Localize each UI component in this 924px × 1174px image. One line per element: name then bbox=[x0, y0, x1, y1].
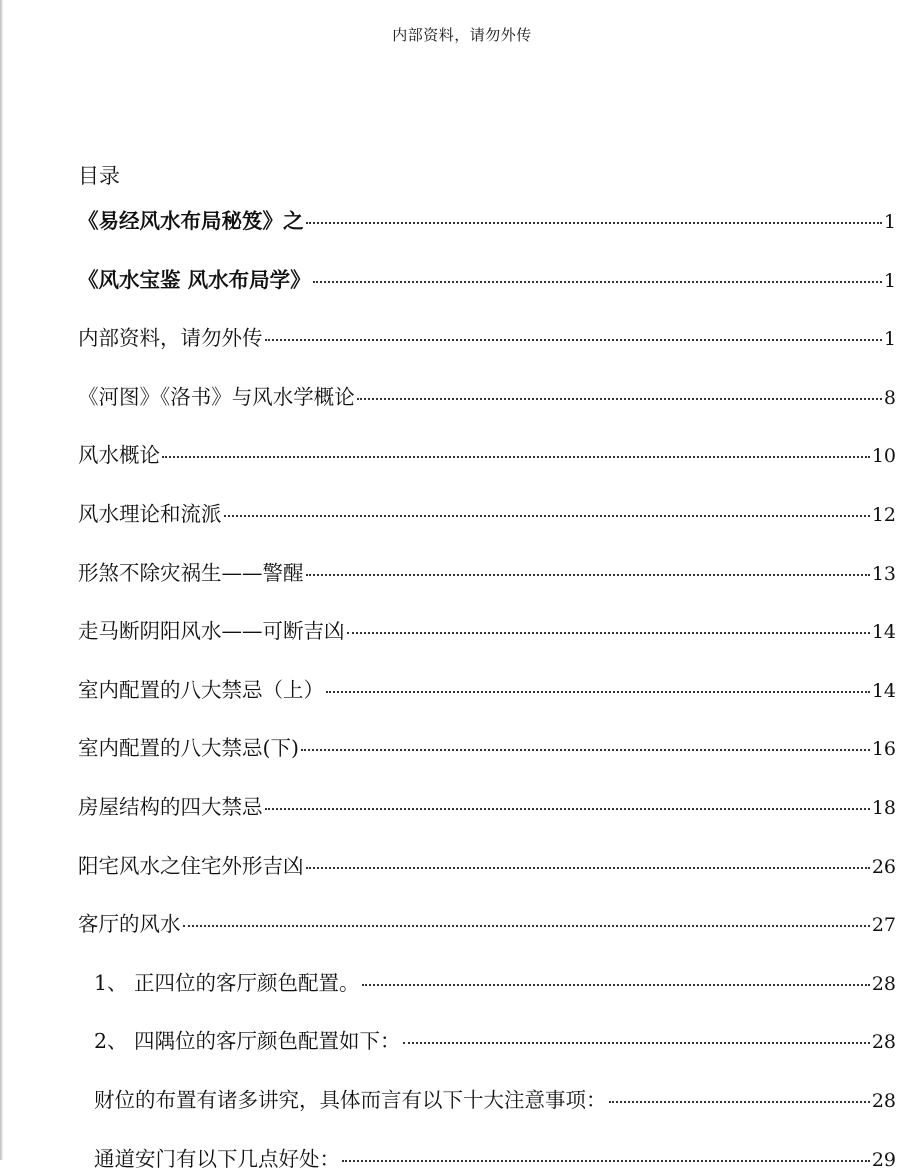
toc-entry[interactable] bbox=[78, 617, 896, 645]
toc-entry[interactable] bbox=[78, 441, 896, 469]
toc-entry-title: 通道安门有以下几点好处： bbox=[94, 1146, 340, 1171]
toc-entry-page: 28 bbox=[871, 972, 896, 995]
toc-entry-title: 《河图》《洛书》与风水学概论 bbox=[78, 384, 355, 409]
toc-entry-title: 2、 四隅位的客厅颜色配置如下： bbox=[94, 1029, 401, 1054]
scan-edge bbox=[0, 0, 3, 1160]
dot-leader bbox=[183, 925, 870, 927]
toc-heading: 目录 bbox=[78, 164, 120, 188]
dot-leader bbox=[347, 632, 870, 634]
toc-entry-page: 28 bbox=[871, 1031, 896, 1054]
toc-entry-page: 8 bbox=[883, 386, 896, 409]
toc-entry-title: 室内配置的八大禁忌（上） bbox=[78, 677, 324, 702]
toc-entry-page: 27 bbox=[871, 914, 896, 937]
dot-leader bbox=[265, 339, 882, 341]
toc-entry[interactable] bbox=[78, 676, 896, 704]
dot-leader bbox=[403, 1042, 870, 1044]
toc-entry-title: 房屋结构的四大禁忌 bbox=[78, 795, 263, 819]
dot-leader bbox=[362, 984, 870, 986]
toc-entry[interactable] bbox=[78, 910, 896, 938]
toc-entry[interactable] bbox=[78, 207, 896, 235]
toc-entry-page: 12 bbox=[871, 504, 896, 526]
dot-leader bbox=[357, 398, 882, 400]
toc-entry-title: 风水理论和流派 bbox=[78, 502, 222, 526]
toc-entry-page: 18 bbox=[871, 797, 896, 819]
toc-entry-page: 1 bbox=[883, 269, 896, 292]
toc-entry-title: 室内配置的八大禁忌(下) bbox=[78, 736, 299, 761]
toc-entry-page: 16 bbox=[871, 738, 896, 761]
dot-leader bbox=[609, 1101, 870, 1103]
toc-entry-title: 《风水宝鉴 风水布局学》 bbox=[78, 267, 311, 292]
toc-entry[interactable] bbox=[78, 734, 896, 762]
dot-leader bbox=[224, 515, 870, 517]
dot-leader bbox=[306, 222, 882, 224]
dot-leader bbox=[306, 574, 870, 576]
toc-entry-page: 14 bbox=[871, 679, 896, 702]
dot-leader bbox=[313, 281, 882, 283]
toc-entry-page: 28 bbox=[871, 1090, 896, 1112]
toc-entry-title: 1、 正四位的客厅颜色配置。 bbox=[94, 970, 360, 995]
toc-entry-page: 29 bbox=[871, 1148, 896, 1171]
dot-leader bbox=[301, 749, 870, 751]
toc-entry-page: 14 bbox=[871, 621, 896, 644]
toc-entry[interactable] bbox=[78, 559, 896, 587]
toc-entry[interactable] bbox=[78, 500, 896, 528]
toc-entry-page: 10 bbox=[871, 445, 896, 468]
toc-entry[interactable] bbox=[78, 383, 896, 411]
toc-entry[interactable] bbox=[78, 324, 896, 352]
toc-entry[interactable] bbox=[94, 969, 896, 997]
toc-entry[interactable] bbox=[78, 852, 896, 880]
dot-leader bbox=[306, 867, 870, 869]
toc-entry-page: 1 bbox=[883, 211, 896, 233]
toc-entry-title: 风水概论 bbox=[78, 443, 160, 468]
dot-leader bbox=[162, 456, 870, 458]
toc-entry-title: 阳宅风水之住宅外形吉凶 bbox=[78, 853, 304, 878]
toc-entry[interactable] bbox=[78, 266, 896, 294]
dot-leader bbox=[265, 808, 870, 810]
toc-entry-title: 客厅的风水 bbox=[78, 912, 181, 937]
dot-leader bbox=[326, 691, 870, 693]
toc-entry[interactable] bbox=[78, 793, 896, 821]
toc-entry-title: 走马断阴阳风水——可断吉凶 bbox=[78, 619, 345, 644]
toc-entry-title: 形煞不除灾祸生——警醒 bbox=[78, 560, 304, 585]
toc-entry[interactable] bbox=[94, 1145, 896, 1173]
toc-entry[interactable] bbox=[94, 1086, 896, 1114]
toc-entry-page: 13 bbox=[871, 562, 896, 585]
page-header: 内部资料，请勿外传 bbox=[392, 26, 532, 44]
toc-entry-page: 26 bbox=[871, 855, 896, 878]
toc-entry-title: 财位的布置有诸多讲究，具体而言有以下十大注意事项： bbox=[94, 1088, 607, 1112]
toc-entry[interactable] bbox=[94, 1027, 896, 1055]
toc-entry-title: 《易经风水布局秘笈》之 bbox=[78, 209, 304, 233]
toc-entry-page: 1 bbox=[883, 328, 896, 351]
toc-entry-title: 内部资料，请勿外传 bbox=[78, 326, 263, 351]
